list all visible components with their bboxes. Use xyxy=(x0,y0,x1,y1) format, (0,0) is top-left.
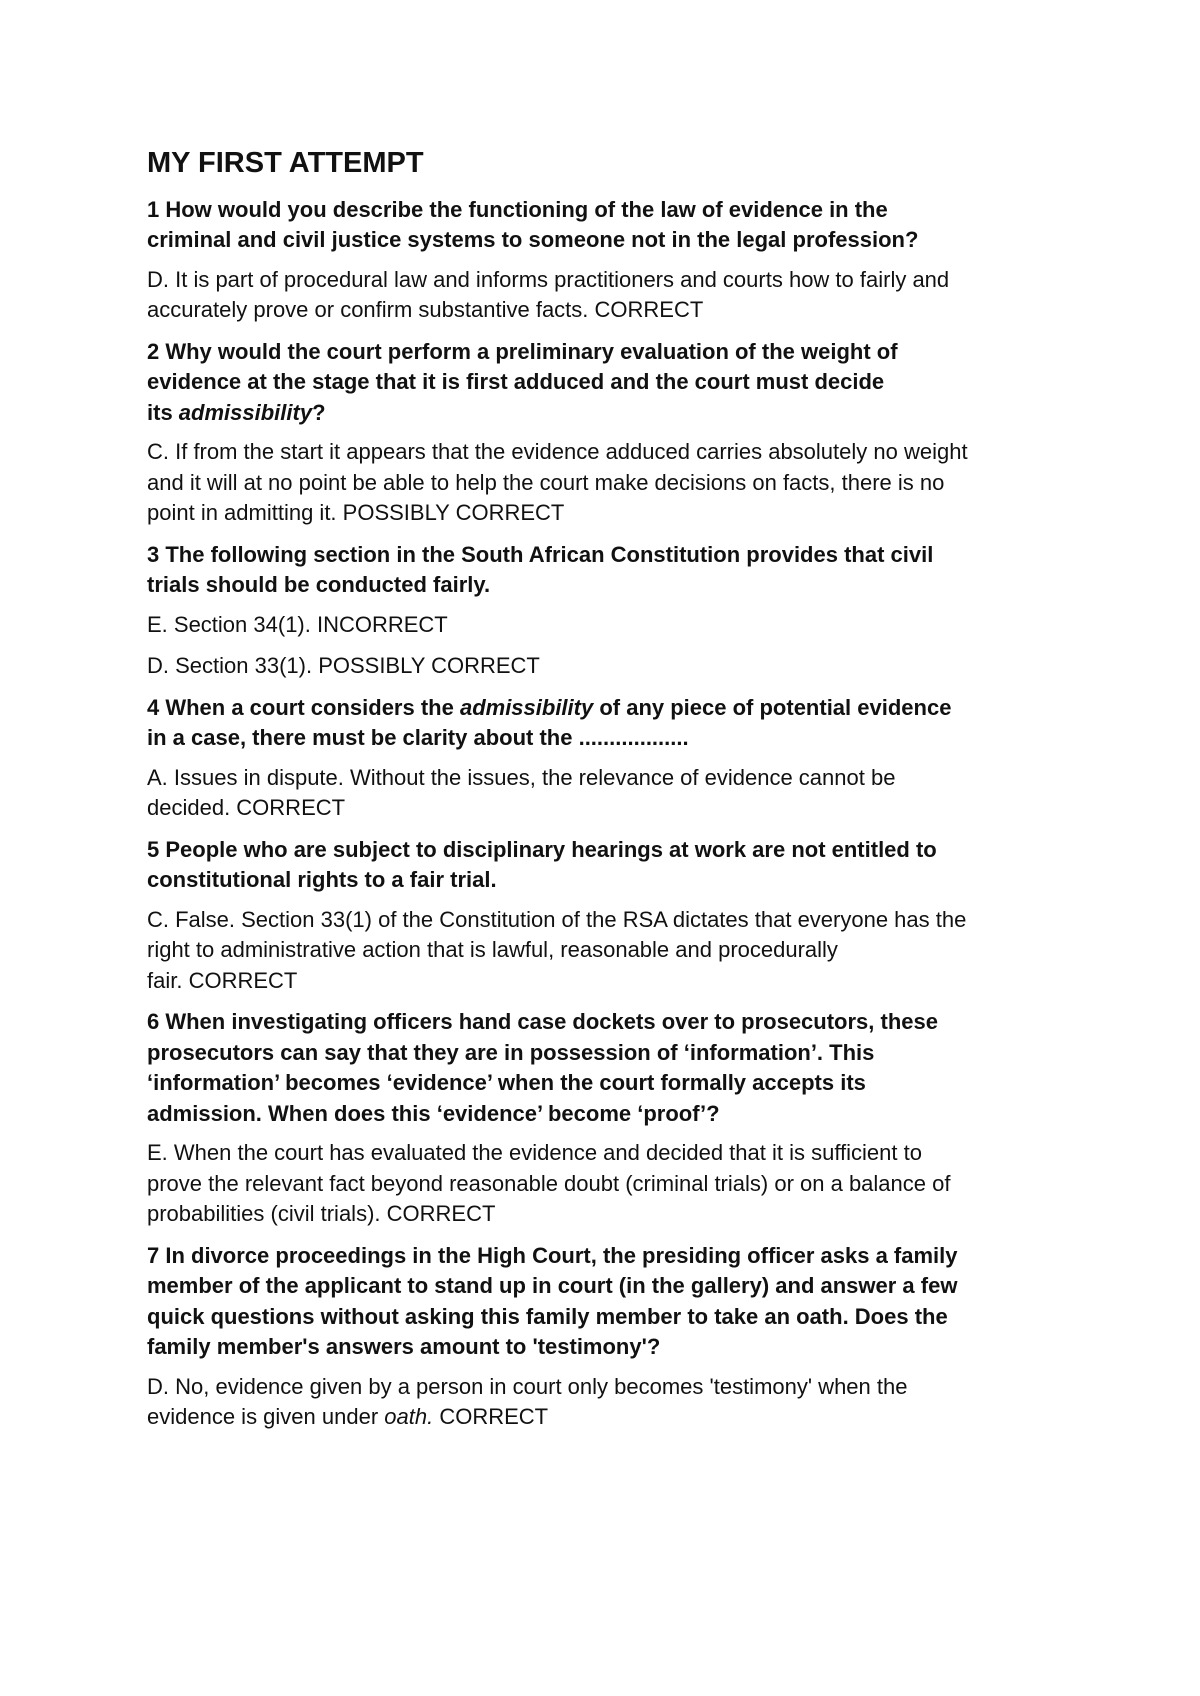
question-1-text: 1 How would you describe the functioning of the law of evidence in the criminal and civil justice systems to someone not in the legal profession? xyxy=(147,196,919,253)
question-7-text: 7 In divorce proceedings in the High Court, the presiding officer asks a family member of the applicant to stand up in court (in the gallery) and answer a few quick questions without asking this family member to take an oath. Does the family member's answers amount to 'testimony'? xyxy=(147,1242,958,1360)
question-block-4 xyxy=(147,693,1077,824)
question-block-6 xyxy=(147,1007,1077,1230)
answer-7-text-pre: D. No, evidence given by a person in court only becomes 'testimony' when the evidence is given under xyxy=(147,1373,908,1430)
question-4-emphasis: admissibility xyxy=(459,694,594,720)
question-block-5 xyxy=(147,835,1077,997)
question-2-emphasis: admissibility xyxy=(178,399,313,425)
answer-1-text: D. It is part of procedural law and informs practitioners and courts how to fairly and accurately prove or confirm substantive facts. CORRECT xyxy=(147,266,950,323)
question-5-text: 5 People who are subject to disciplinary hearings at work are not entitled to constitutional rights to a fair trial. xyxy=(147,836,937,893)
question-2-text xyxy=(147,337,1077,429)
question-4-text-post: of any piece of potential evidence in a case, there must be clarity about the .................. xyxy=(147,694,952,751)
answer-7-text-post: CORRECT xyxy=(433,1404,549,1430)
answer-7-emphasis: oath. xyxy=(384,1404,434,1430)
question-3-text: 3 The following section in the South African Constitution provides that civil trials should be conducted fairly. xyxy=(147,541,934,598)
document-page xyxy=(147,146,1077,1444)
answer-2-text: C. If from the start it appears that the evidence adduced carries absolutely no weight and it will at no point be able to help the court make decisions on facts, there is no point in admitting it. POSSIBLY CORRECT xyxy=(147,439,968,526)
answer-6-text: E. When the court has evaluated the evidence and decided that it is sufficient to prove the relevant fact beyond reasonable doubt (criminal trials) or on a balance of probabilities (civil trials). CORRECT xyxy=(147,1140,951,1227)
document-title: MY FIRST ATTEMPT xyxy=(147,147,424,179)
answer-4-text: A. Issues in dispute. Without the issues, the relevance of evidence cannot be decided. CORRECT xyxy=(147,764,896,821)
question-block-7 xyxy=(147,1241,1077,1433)
question-block-3 xyxy=(147,540,1077,682)
answer-5-text: C. False. Section 33(1) of the Constitution of the RSA dictates that everyone has the right to administrative action that is lawful, reasonable and procedurally fair. CORRECT xyxy=(147,906,967,993)
question-6-text: 6 When investigating officers hand case dockets over to prosecutors, these prosecutors can say that they are in possession of ‘information’. This ‘information’ becomes ‘evidence’ when the court formally accepts its admission. When does this ‘evidence’ become ‘proof’? xyxy=(147,1009,938,1126)
answer-3b-text: D. Section 33(1). POSSIBLY CORRECT xyxy=(147,653,540,679)
question-block-2 xyxy=(147,337,1077,529)
answer-7-text xyxy=(147,1372,1077,1433)
question-4-text-pre: 4 When a court considers the xyxy=(147,694,460,720)
answer-3a-text: E. Section 34(1). INCORRECT xyxy=(147,611,448,637)
question-2-text-pre: 2 Why would the court perform a preliminary evaluation of the weight of evidence at the stage that it is first adduced and the court must decide its xyxy=(147,338,898,425)
question-2-text-post: ? xyxy=(312,399,326,425)
question-block-1 xyxy=(147,195,1077,326)
question-4-text xyxy=(147,693,1077,754)
